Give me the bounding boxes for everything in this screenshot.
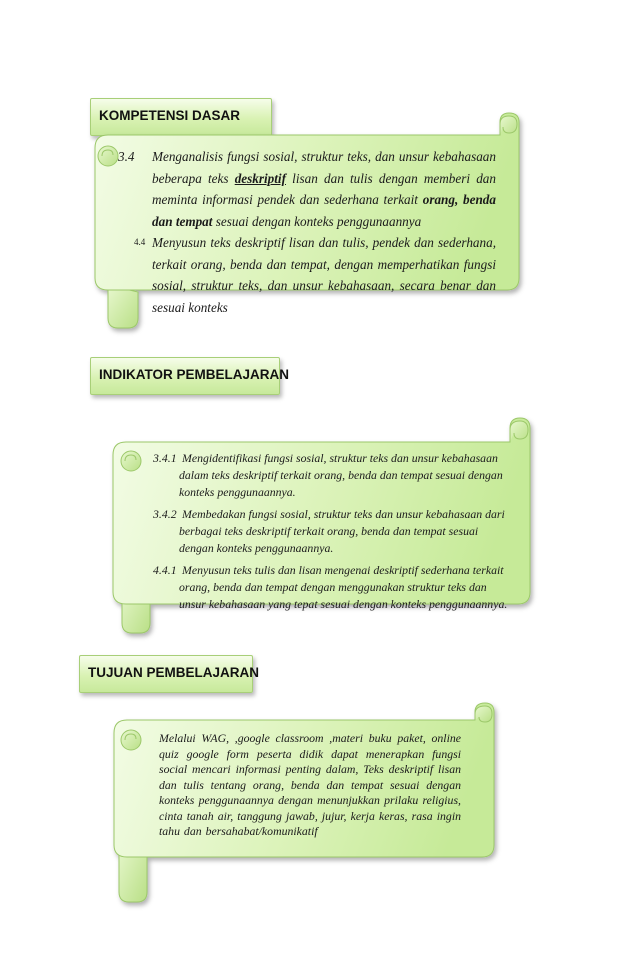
kd-text-emphasis: orang, benda dan tempat (152, 192, 496, 229)
kd-number: 4.4 (134, 237, 146, 247)
section-title-indikator: INDIKATOR PEMBELAJARAN (99, 367, 290, 382)
indikator-text: Membedakan fungsi sosial, struktur teks dan unsur kebahasaan dari berbagai teks deskriptif terkait orang, benda dan tempat sesuai dengan konteks penggunaannya. (179, 507, 505, 555)
kd-text-emphasis: deskriptif (234, 170, 286, 186)
indikator-number: 3.4.1 (153, 451, 177, 465)
section-title-tujuan: TUJUAN PEMBELAJARAN (88, 665, 260, 680)
section-title-kompetensi: KOMPETENSI DASAR (99, 108, 241, 123)
indikator-text: Mengidentifikasi fungsi sosial, struktur teks dan unsur kebahasaan dalam teks deskriptif terkait orang, benda dan tempat sesuai dengan konteks penggunaannya. (179, 451, 503, 499)
kd-text-part: lisan dan tulis dengan memberi dan meminta informasi pendek dan sederhana terkait (152, 170, 496, 207)
kd-text-part: sesuai dengan konteks penggunaannya (212, 213, 422, 229)
indikator-text: Menyusun teks tulis dan lisan mengenai deskriptif sederhana terkait orang, benda dan tempat dengan menggunakan struktur teks dan unsur kebahasaan yang tepat sesuai dengan konteks penggunaannya. (179, 563, 508, 611)
tujuan-text: Melalui WAG, ,google classroom ,materi buku paket, online quiz google form peserta didik dapat menerapkan fungsi social mencari informasi penting dalam, Teks deskriptif lisan dan tulis tentang orang, benda dan tempat sesuai dengan konteks penggunaannya dengan menunjukkan prilaku religius, cinta tanah air, tanggung jawab, jujur, kerja keras, rasa ingin tahu dan bersahabat/komunikatif (159, 731, 461, 838)
kd-text: Menyusun teks deskriptif lisan dan tulis, pendek dan sederhana, terkait orang, benda dan tempat, dengan memperhatikan fungsi sosial, struktur teks, dan unsur kebahasaan, secara benar dan sesuai konteks (152, 235, 496, 315)
kd-number: 3.4 (118, 149, 135, 164)
kd-text-part: Menganalisis fungsi sosial, struktur teks, dan unsur kebahasaan beberapa teks (152, 149, 496, 186)
indikator-number: 3.4.2 (153, 507, 177, 521)
indikator-number: 4.4.1 (153, 563, 177, 577)
